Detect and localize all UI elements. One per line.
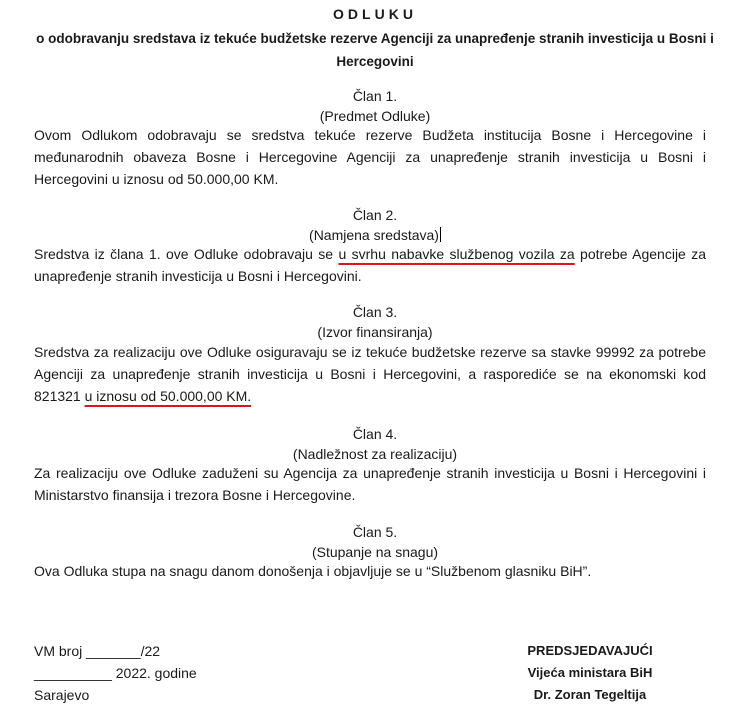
clan4-heading: Član 4. <box>352 426 398 442</box>
document-title: ODLUKU <box>333 6 417 22</box>
signatory-title: PREDSJEDAVAJUĆI <box>527 643 653 658</box>
clan1-text: Ovom Odlukom odobravaju se sredstva tekuće rezerve Budžeta institucija Bosne i Hercegovine i međunarodnih obaveza Bosne i Hercegovine Agenciji za unapređenje stranih investicija u Bosni i Hercegovini u iznosu od 50.000,00 KM. <box>34 127 706 187</box>
clan5-text: Ova Odluka stupa na snagu danom donošenja i objavljuje se u “Službenom glasniku BiH”. <box>34 563 592 579</box>
footer-left-block <box>34 640 197 706</box>
clan3-highlighted-text: u iznosu od 50.000,00 KM. <box>84 388 252 404</box>
clan3-heading: Član 3. <box>352 304 398 320</box>
clan2-text <box>34 243 706 287</box>
clan4-subheading: (Nadležnost za realizaciju) <box>292 446 458 462</box>
clan2-heading: Član 2. <box>352 207 398 223</box>
clan2-subheading-text: (Namjena sredstava) <box>309 227 439 243</box>
clan2-subheading <box>0 225 750 245</box>
signatory-body: Vijeća ministara BiH <box>527 665 653 680</box>
text-cursor <box>440 227 441 242</box>
signature-block <box>490 640 690 706</box>
clan5-heading: Član 5. <box>352 524 398 540</box>
clan3-text <box>34 341 706 407</box>
clan3-text-before: Sredstva za realizaciju ove Odluke osiguravaju se iz tekuće budžetske rezerve sa stavke 99992 za potrebe Agenciji za unapređenje stranih investicija u Bosni i Hercegovini, a rasporediće se na ekonomski kod 821321 <box>34 344 706 404</box>
document-subtitle: o odobravanju sredstava iz tekuće budžetske rezerve Agenciji za unapređenje stranih investicija u Bosni i Hercegovini <box>36 31 714 69</box>
clan1-subheading: (Predmet Odluke) <box>319 108 431 124</box>
signatory-name: Dr. Zoran Tegeltija <box>533 687 647 702</box>
date-line: __________ 2022. godine <box>34 665 197 681</box>
clan3-subheading: (Izvor finansiranja) <box>317 324 433 340</box>
clan2-text-before: Sredstva iz člana 1. ove Odluke odobravaju se <box>34 246 339 262</box>
clan4-text: Za realizaciju ove Odluke zaduženi su Agencija za unapređenje stranih investicija u Bosni i Hercegovini i Ministarstvo finansija i trezora Bosne i Hercegovine. <box>34 465 706 503</box>
clan1-heading: Član 1. <box>352 88 398 104</box>
clan2-highlighted-text: u svrhu nabavke službenog vozila za <box>338 246 575 262</box>
clan2-text-after: potrebe Agencije za unapređenje stranih investicija u Bosni i Hercegovini. <box>34 246 706 284</box>
place: Sarajevo <box>34 687 90 703</box>
vm-number: VM broj _______/22 <box>34 643 161 659</box>
clan5-subheading: (Stupanje na snagu) <box>311 544 439 560</box>
